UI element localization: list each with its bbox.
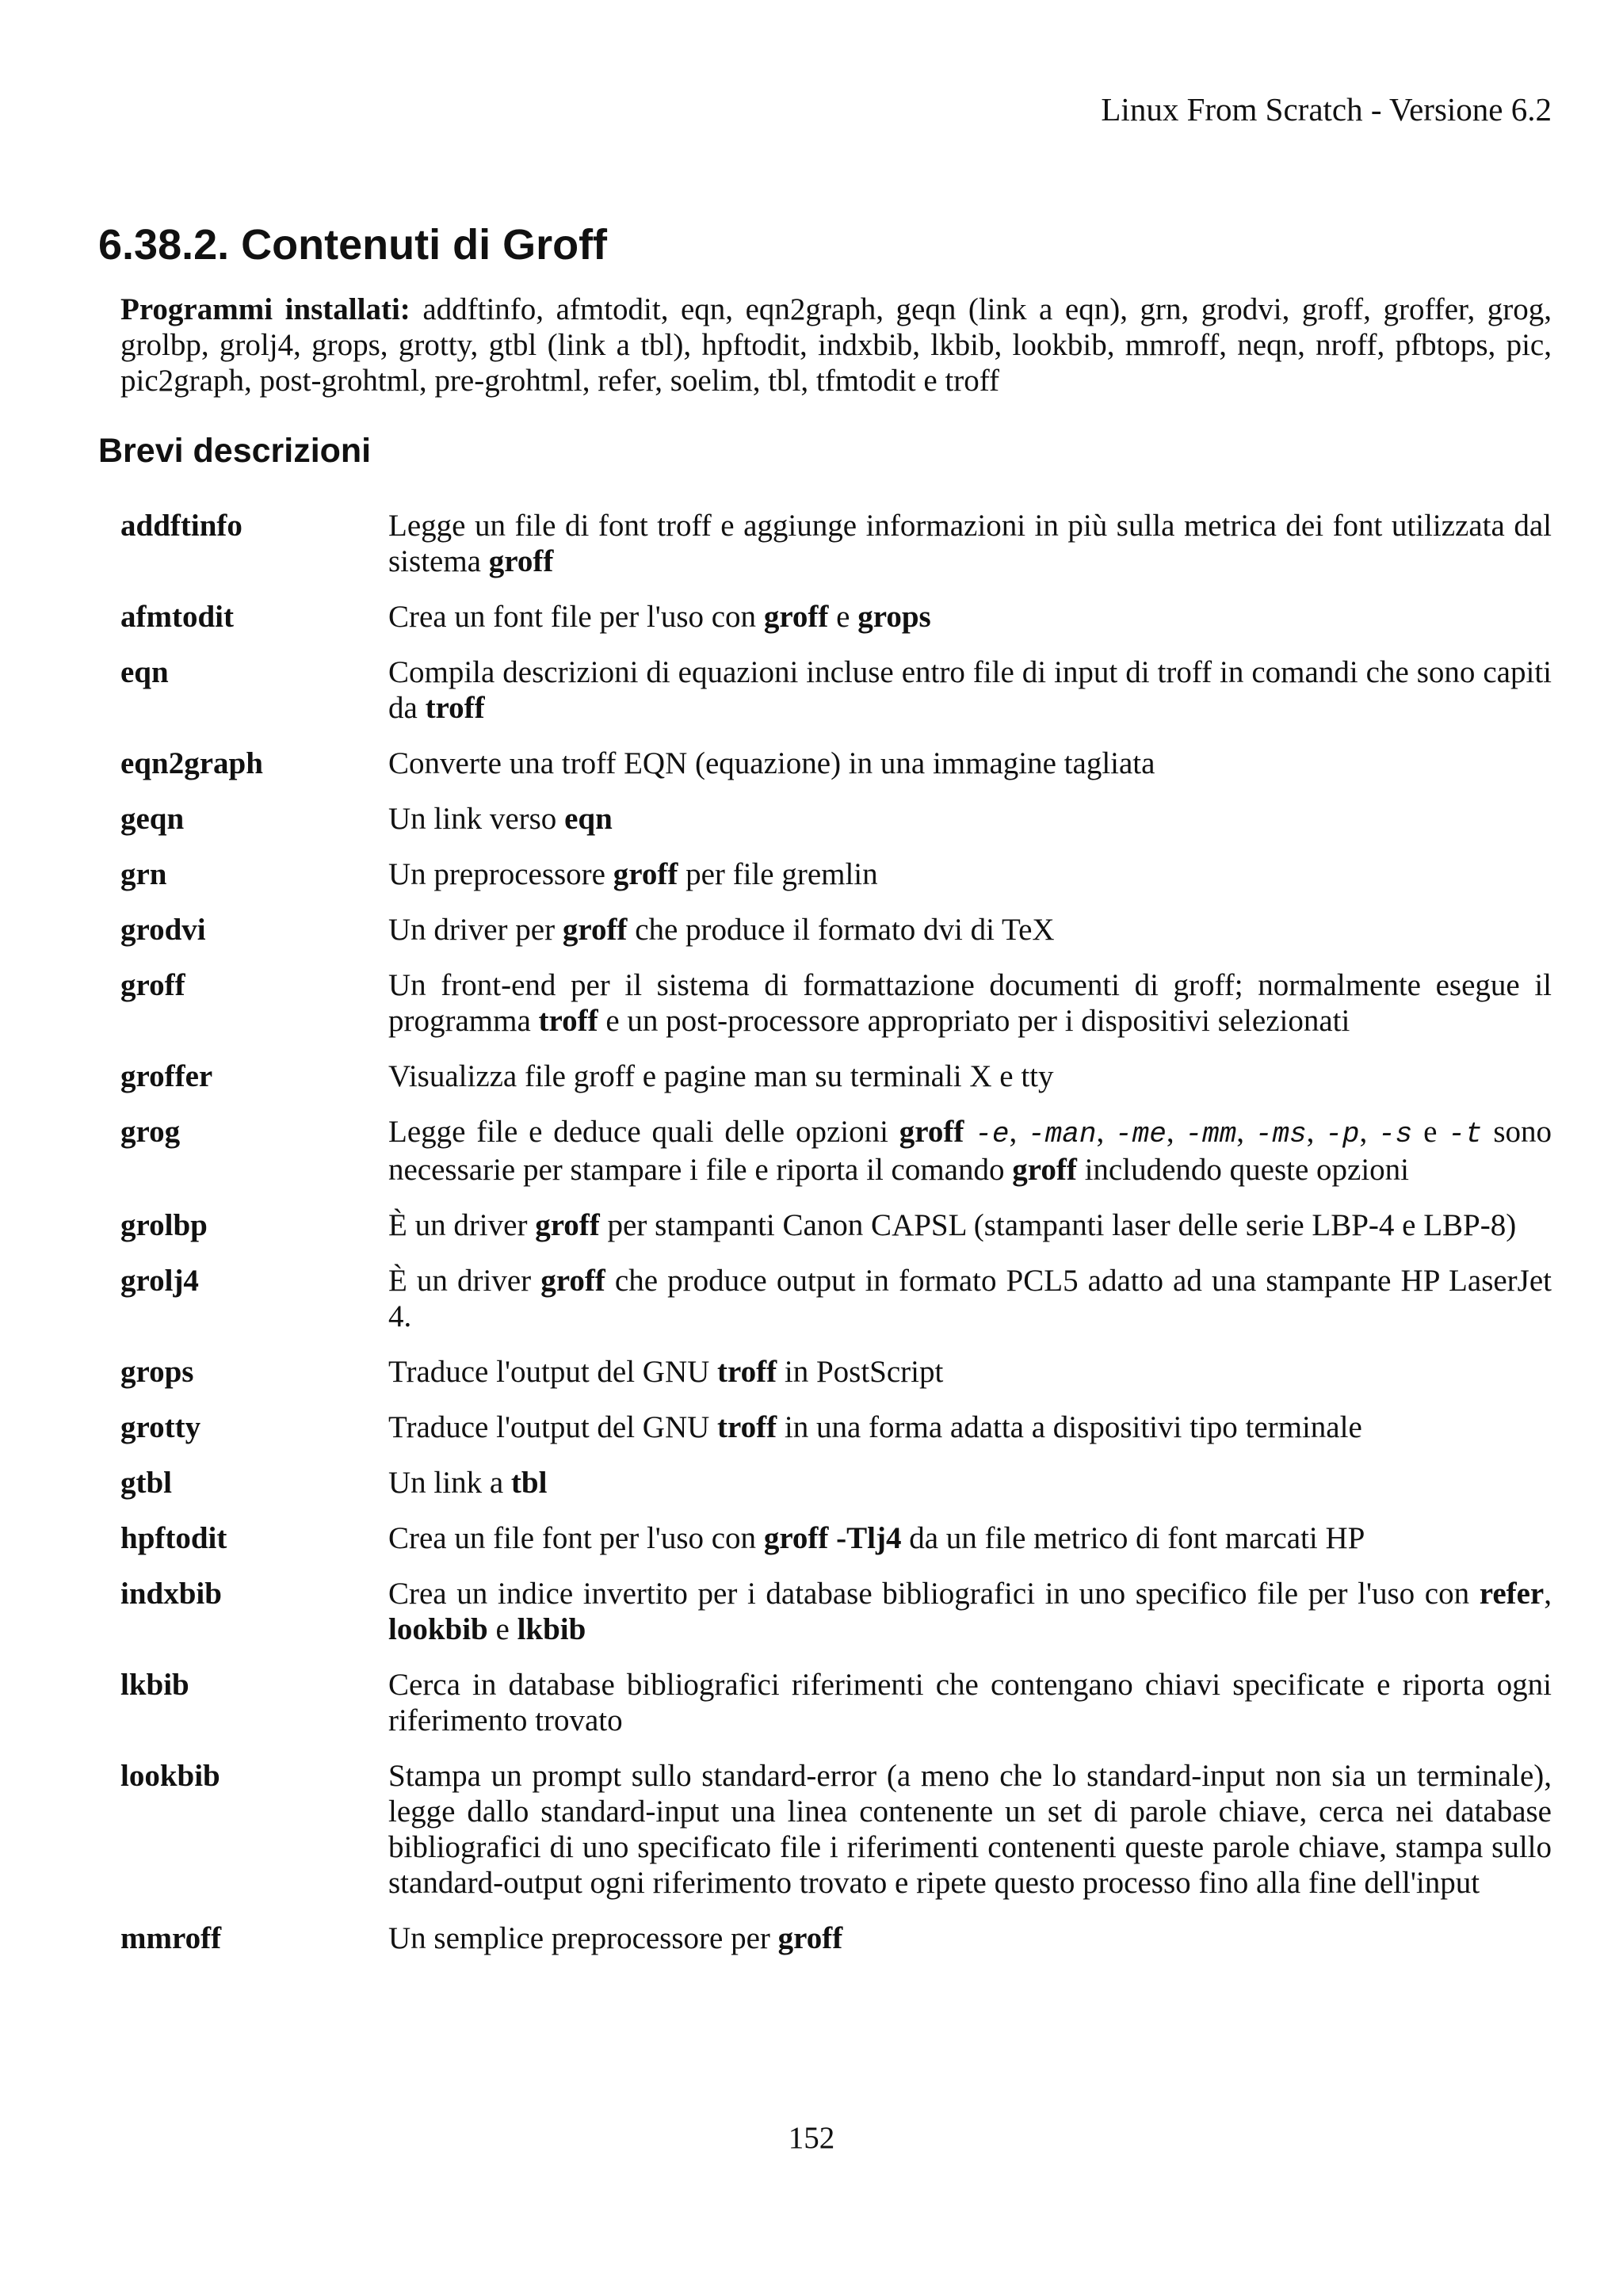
- description-text: Un link verso: [388, 802, 565, 836]
- option-flag: -me: [1115, 1118, 1167, 1150]
- description-text: ,: [1009, 1115, 1029, 1149]
- definition-row: [120, 1409, 1552, 1445]
- option-flag: -ms: [1254, 1118, 1307, 1150]
- definition-row: [120, 1667, 1552, 1738]
- command-name: groff: [763, 600, 829, 634]
- command-name: groff: [562, 913, 628, 947]
- definition-term: gtbl: [120, 1466, 173, 1500]
- option-flag: -t: [1448, 1118, 1483, 1150]
- description-text: includendo queste opzioni: [1076, 1153, 1409, 1187]
- description-text: Un semplice preprocessore per: [388, 1921, 778, 1955]
- description-text: e: [487, 1612, 517, 1646]
- description-text: che produce output in formato PCL5 adatto ad una stampante HP LaserJet 4.: [388, 1264, 1552, 1333]
- definition-description: [388, 599, 1552, 635]
- subsection-title: Brevi descrizioni: [98, 432, 372, 470]
- description-text: Legge un file di font troff e aggiunge informazioni in più sulla metrica dei font utilizzata dal sistema: [388, 509, 1552, 578]
- command-name: groff -Tlj4: [763, 1521, 902, 1555]
- description-text: che produce il formato dvi di TeX: [627, 913, 1055, 947]
- description-text: ,: [1166, 1115, 1186, 1149]
- definition-description: [388, 1207, 1552, 1243]
- definition-description: [388, 1465, 1552, 1501]
- command-name: groff: [1012, 1153, 1077, 1187]
- description-text: Compila descrizioni di equazioni incluse entro file di input di troff in comandi che sono capiti da: [388, 655, 1552, 725]
- description-text: Traduce l'output del GNU: [388, 1355, 718, 1389]
- command-name: groff: [535, 1208, 600, 1242]
- description-text: ,: [1359, 1115, 1379, 1149]
- description-text: ,: [1236, 1115, 1255, 1149]
- command-name: troff: [538, 1004, 598, 1038]
- definition-row: [120, 967, 1552, 1039]
- definition-description: [388, 967, 1552, 1039]
- option-flag: -e: [975, 1118, 1010, 1150]
- definition-term: grotty: [120, 1410, 201, 1444]
- installed-programs: [120, 292, 1552, 399]
- definition-description: [388, 1263, 1552, 1334]
- definition-row: [120, 1058, 1552, 1094]
- description-text: Visualizza file groff e pagine man su terminali X e tty: [388, 1059, 1054, 1093]
- description-text: Legge file e deduce quali delle opzioni: [388, 1115, 899, 1149]
- description-text: per stampanti Canon CAPSL (stampanti laser delle serie LBP-4 e LBP-8): [599, 1208, 1517, 1242]
- option-flag: -man: [1028, 1118, 1097, 1150]
- command-name: eqn: [564, 802, 613, 836]
- definition-description: [388, 508, 1552, 579]
- definition-row: [120, 1758, 1552, 1901]
- definition-term: grn: [120, 857, 167, 891]
- description-text: [964, 1115, 975, 1149]
- definition-description: [388, 1758, 1552, 1901]
- definition-description: [388, 1354, 1552, 1390]
- command-name: lookbib: [388, 1612, 488, 1646]
- definition-term: grog: [120, 1115, 181, 1149]
- description-text: ,: [1096, 1115, 1116, 1149]
- description-text: Un front-end per il sistema di formattazione documenti di groff; normalmente esegue il programma: [388, 968, 1552, 1038]
- definition-description: [388, 856, 1552, 892]
- definition-description: [388, 1667, 1552, 1738]
- definition-row: [120, 912, 1552, 948]
- description-text: ,: [1306, 1115, 1326, 1149]
- definition-description: [388, 801, 1552, 837]
- description-text: Traduce l'output del GNU: [388, 1410, 718, 1444]
- description-text: per file gremlin: [678, 857, 878, 891]
- definition-term: grops: [120, 1355, 194, 1389]
- installed-programs-list: addftinfo, afmtodit, eqn, eqn2graph, geqn (link a eqn), grn, grodvi, groff, groffer, grog, grolbp, grolj4, grops, grotty, gtbl (link a tbl), hpftodit, indxbib, lkbib, lookbib, mmroff, neqn, nroff, pfbtops, pic, pic2graph, post-grohtml, pre-grohtml, refer, soelim, tbl, tfmtodit e troff: [120, 292, 1552, 398]
- definition-term: groffer: [120, 1059, 213, 1093]
- option-flag: -s: [1378, 1118, 1413, 1150]
- command-name: groff: [777, 1921, 843, 1955]
- definition-term: addftinfo: [120, 509, 242, 543]
- definition-description: [388, 912, 1552, 948]
- definition-description: [388, 1058, 1552, 1094]
- command-name: troff: [717, 1410, 777, 1444]
- command-name: groff: [540, 1264, 605, 1298]
- description-text: Crea un font file per l'uso con: [388, 600, 764, 634]
- description-text: Stampa un prompt sullo standard-error (a meno che lo standard-input non sia un terminale), legge dallo standard-input una linea contenente un set di parole chiave, cerca nei database bibliografici di uno specificato file i riferimenti contenenti queste parole chiave, stampa sullo standard-output ogni riferimento trovato e ripete questo processo fino alla fine dell'input: [388, 1759, 1552, 1900]
- description-text: È un driver: [388, 1264, 541, 1298]
- definition-row: [120, 599, 1552, 635]
- description-text: Un preprocessore: [388, 857, 613, 891]
- description-text: È un driver: [388, 1208, 536, 1242]
- definition-row: [120, 1920, 1552, 1956]
- command-name: groff: [613, 857, 678, 891]
- command-name: groff: [899, 1115, 964, 1149]
- description-text: in una forma adatta a dispositivi tipo terminale: [777, 1410, 1362, 1444]
- definition-description: [388, 654, 1552, 726]
- command-name: troff: [717, 1355, 777, 1389]
- definition-term: geqn: [120, 802, 185, 836]
- description-text: Cerca in database bibliografici riferimenti che contengano chiavi specificate e riporta ogni riferimento trovato: [388, 1668, 1552, 1737]
- definition-row: [120, 801, 1552, 837]
- definition-term: eqn2graph: [120, 746, 263, 780]
- definition-row: [120, 1465, 1552, 1501]
- definition-term: indxbib: [120, 1577, 222, 1611]
- definition-term: lkbib: [120, 1668, 189, 1702]
- description-text: Converte una troff EQN (equazione) in una immagine tagliata: [388, 746, 1155, 780]
- definition-row: [120, 1576, 1552, 1647]
- definition-row: [120, 1263, 1552, 1334]
- definition-row: [120, 654, 1552, 726]
- description-text: ,: [1544, 1577, 1552, 1611]
- definition-term: mmroff: [120, 1921, 222, 1955]
- command-name: groff: [488, 544, 554, 578]
- installed-programs-label: Programmi installati:: [120, 292, 411, 326]
- definition-list: [120, 508, 1552, 1976]
- definition-description: [388, 1576, 1552, 1647]
- definition-row: [120, 746, 1552, 781]
- definition-term: grodvi: [120, 913, 206, 947]
- description-text: in PostScript: [777, 1355, 944, 1389]
- description-text: Crea un indice invertito per i database bibliografici in uno specifico file per l'uso con: [388, 1577, 1480, 1611]
- definition-description: [388, 1114, 1552, 1188]
- definition-term: grolbp: [120, 1208, 208, 1242]
- command-name: tbl: [510, 1466, 548, 1500]
- command-name: grops: [857, 600, 931, 634]
- running-header: Linux From Scratch - Versione 6.2: [1101, 91, 1552, 128]
- definition-row: [120, 1354, 1552, 1390]
- definition-row: [120, 508, 1552, 579]
- definition-description: [388, 746, 1552, 781]
- definition-term: eqn: [120, 655, 169, 689]
- definition-description: [388, 1920, 1552, 1956]
- command-name: lkbib: [517, 1612, 586, 1646]
- command-name: refer: [1479, 1577, 1545, 1611]
- definition-term: grolj4: [120, 1264, 199, 1298]
- description-text: Un link a: [388, 1466, 511, 1500]
- definition-row: [120, 1520, 1552, 1556]
- definition-term: lookbib: [120, 1759, 220, 1793]
- definition-description: [388, 1409, 1552, 1445]
- description-text: e: [828, 600, 858, 634]
- description-text: sono necessarie per stampare i file e riporta il comando: [388, 1115, 1552, 1187]
- definition-description: [388, 1520, 1552, 1556]
- definition-row: [120, 856, 1552, 892]
- definition-term: hpftodit: [120, 1521, 227, 1555]
- description-text: e un post-processore appropriato per i dispositivi selezionati: [598, 1004, 1350, 1038]
- page-number: 152: [788, 2121, 835, 2155]
- definition-row: [120, 1114, 1552, 1188]
- command-name: troff: [425, 691, 485, 725]
- option-flag: -mm: [1185, 1118, 1237, 1150]
- definition-term: afmtodit: [120, 600, 234, 634]
- section-title: 6.38.2. Contenuti di Groff: [98, 221, 608, 269]
- description-text: Un driver per: [388, 913, 563, 947]
- option-flag: -p: [1325, 1118, 1360, 1150]
- definition-term: groff: [120, 968, 185, 1002]
- description-text: Crea un file font per l'uso con: [388, 1521, 764, 1555]
- definition-row: [120, 1207, 1552, 1243]
- description-text: e: [1412, 1115, 1449, 1149]
- description-text: da un file metrico di font marcati HP: [901, 1521, 1365, 1555]
